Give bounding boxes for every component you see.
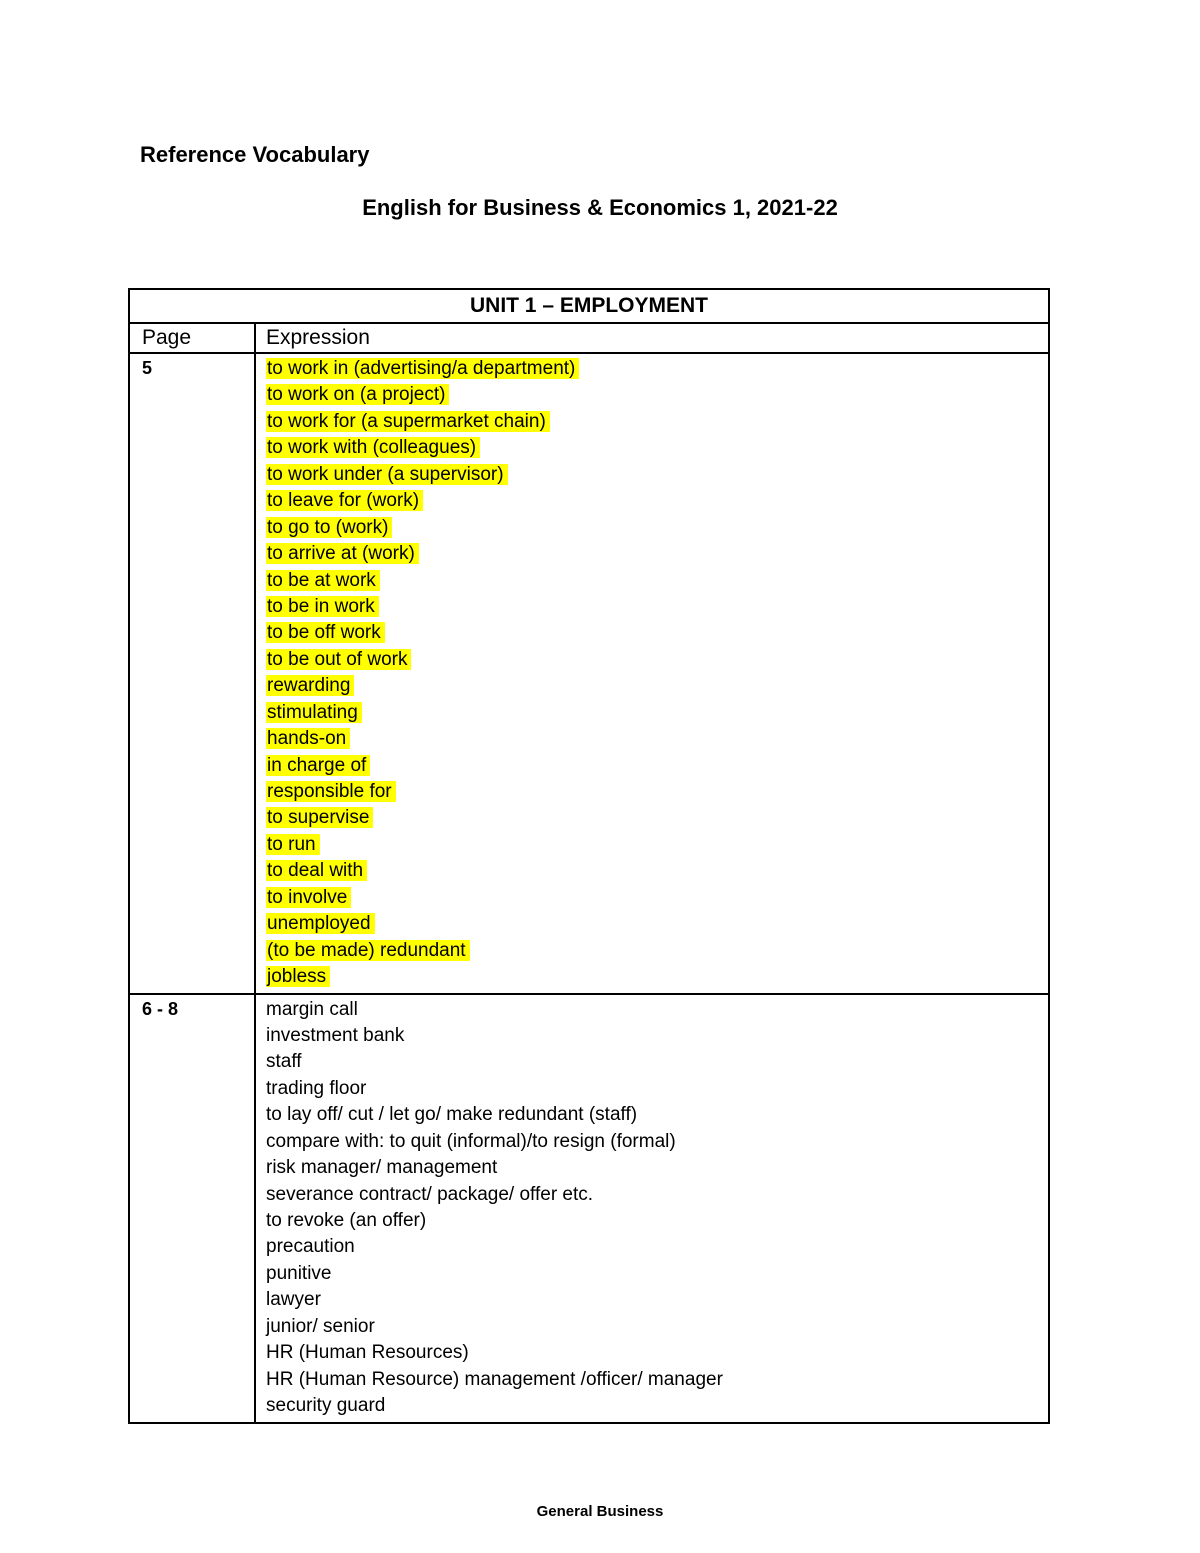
expression-text: to be at work <box>266 570 380 591</box>
expression-text: in charge of <box>266 755 370 776</box>
list-item <box>266 1155 1048 1181</box>
expression-cell <box>255 994 1049 1423</box>
page-footer: General Business <box>536 1503 664 1520</box>
list-item <box>266 673 1048 699</box>
expression-text: precaution <box>266 1236 355 1258</box>
expression-text: trading floor <box>266 1077 367 1099</box>
expression-text: to lay off/ cut / let go/ make redundant (staff) <box>266 1104 638 1126</box>
expression-text: to work in (advertising/a department) <box>266 358 579 379</box>
expression-text: stimulating <box>266 702 362 723</box>
expression-text: security guard <box>266 1395 386 1417</box>
list-item <box>266 568 1048 594</box>
expression-text: responsible for <box>266 781 396 802</box>
expression-text: rewarding <box>266 675 354 696</box>
list-item <box>266 832 1048 858</box>
document-subtitle: English for Business & Economics 1, 2021-22 <box>362 195 838 220</box>
table-row <box>129 994 1049 1423</box>
expression-text: to leave for (work) <box>266 490 423 511</box>
list-item <box>266 488 1048 514</box>
list-item <box>266 515 1048 541</box>
expression-text: punitive <box>266 1262 332 1284</box>
list-item <box>266 1234 1048 1260</box>
expression-text: hands-on <box>266 728 350 749</box>
list-item <box>266 435 1048 461</box>
page-cell: 5 <box>129 353 255 994</box>
expression-column-header: Expression <box>255 323 1049 353</box>
expression-text: to work for (a supermarket chain) <box>266 411 550 432</box>
expression-text: to be in work <box>266 596 379 617</box>
page-cell: 6 - 8 <box>129 994 255 1423</box>
list-item <box>266 911 1048 937</box>
list-item <box>266 726 1048 752</box>
list-item <box>266 1129 1048 1155</box>
table-row <box>129 353 1049 994</box>
list-item <box>266 382 1048 408</box>
expression-text: to work with (colleagues) <box>266 437 480 458</box>
vocabulary-table <box>128 288 1050 1424</box>
expression-text: compare with: to quit (informal)/to resign (formal) <box>266 1130 676 1152</box>
list-item <box>266 997 1048 1023</box>
list-item <box>266 964 1048 990</box>
list-item <box>266 356 1048 382</box>
list-item <box>266 1287 1048 1313</box>
expression-text: to arrive at (work) <box>266 543 419 564</box>
list-item <box>266 462 1048 488</box>
list-item <box>266 858 1048 884</box>
expression-text: staff <box>266 1051 302 1073</box>
list-item <box>266 1023 1048 1049</box>
list-item <box>266 647 1048 673</box>
expression-text: (to be made) redundant <box>266 940 470 961</box>
table-body <box>129 353 1049 1423</box>
list-item <box>266 1102 1048 1128</box>
expression-cell <box>255 353 1049 994</box>
list-item <box>266 700 1048 726</box>
expression-text: junior/ senior <box>266 1315 375 1337</box>
list-item <box>266 753 1048 779</box>
unit-title: UNIT 1 – EMPLOYMENT <box>129 289 1049 323</box>
list-item <box>266 620 1048 646</box>
expression-text: HR (Human Resources) <box>266 1342 469 1364</box>
expression-text: risk manager/ management <box>266 1157 498 1179</box>
list-item <box>266 938 1048 964</box>
expression-list <box>266 356 1048 991</box>
expression-text: to work on (a project) <box>266 384 449 405</box>
expression-list <box>266 997 1048 1420</box>
list-item <box>266 1367 1048 1393</box>
expression-text: margin call <box>266 998 358 1020</box>
column-header-row <box>129 323 1049 353</box>
document-title: Reference Vocabulary <box>140 142 370 167</box>
list-item <box>266 779 1048 805</box>
expression-text: to work under (a supervisor) <box>266 464 508 485</box>
list-item <box>266 541 1048 567</box>
list-item <box>266 1314 1048 1340</box>
list-item <box>266 1340 1048 1366</box>
expression-text: to revoke (an offer) <box>266 1210 427 1231</box>
list-item <box>266 409 1048 435</box>
expression-text: HR (Human Resource) management /officer/ manager <box>266 1368 723 1390</box>
expression-text: to be off work <box>266 622 385 643</box>
expression-text: investment bank <box>266 1024 405 1046</box>
expression-text: to deal with <box>266 860 367 881</box>
list-item <box>266 1208 1048 1234</box>
expression-text: to go to (work) <box>266 517 392 538</box>
expression-text: to supervise <box>266 807 373 828</box>
page-column-header: Page <box>129 323 255 353</box>
expression-text: severance contract/ package/ offer etc. <box>266 1183 594 1205</box>
list-item <box>266 594 1048 620</box>
list-item <box>266 1182 1048 1208</box>
expression-text: to be out of work <box>266 649 411 670</box>
unit-header-row <box>129 289 1049 323</box>
expression-text: to run <box>266 834 320 855</box>
expression-text: to involve <box>266 887 351 908</box>
list-item <box>266 1261 1048 1287</box>
list-item <box>266 885 1048 911</box>
list-item <box>266 1393 1048 1419</box>
list-item <box>266 1076 1048 1102</box>
list-item <box>266 805 1048 831</box>
list-item <box>266 1049 1048 1075</box>
expression-text: jobless <box>266 966 330 987</box>
expression-text: lawyer <box>266 1289 321 1311</box>
expression-text: unemployed <box>266 913 375 934</box>
